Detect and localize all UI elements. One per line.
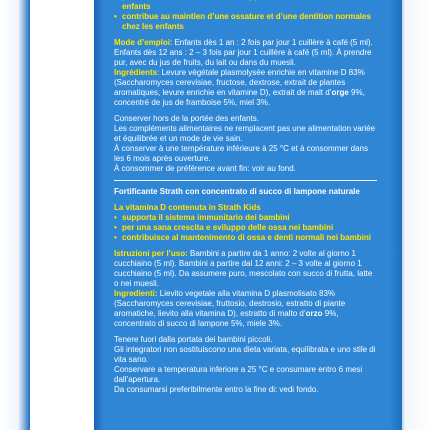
label-text-content <box>114 0 377 395</box>
ingredients-text-fr-a: Levure végétale plasmolysée enrichie en vitamine D 83% (Saccharomyces cerevisiae, fructose, dextrose, extrait de plantes aromatiques, levure enrichie en vitamine D), extrait de malt d’ <box>114 68 365 97</box>
ingredients-text-it-a: Lievito vegetale alla vitamina D plasmolisato 83% (Saccharomyces cerevisiae, fruttosio, destrosio, estratto di piante aromatiche, lievito alla vitamina D), estratto di malto d’ <box>114 289 346 318</box>
ingredients-label-fr: Ingrédients <box>114 68 158 77</box>
note-fr-4: À consommer de préférence avant fin: voir au fond. <box>114 164 296 173</box>
vitamin-heading-it: La vitamina D contenuta in Strath Kids <box>114 203 261 212</box>
benefits-bullets-it <box>114 213 377 243</box>
note-it-1: Tenere fuori dalla portata dei bambini piccoli. <box>114 335 273 344</box>
note-fr-2: Les compléments alimentaires ne remplacent pas une alimentation variée et équilibrée et un mode de vie sain. <box>114 124 376 143</box>
ingredients-bold-it: orzo <box>305 309 323 318</box>
ingredients-label-it: Ingredienti: <box>114 289 158 298</box>
usage-paragraph-fr: Mode d’emploi: Enfants dès 1 an : 2 fois par jour 1 cuillère à café (5 ml). Enfants dès 12 ans : 2 – 3 fois par jour 1 cuillère à café (5 ml). À prendre pur, avec du jus de fruits, du lait ou dans du muesli. <box>114 38 373 67</box>
background-left <box>0 0 30 430</box>
benefit-item: • supporta il sistema immunitario dei bambini <box>114 213 377 223</box>
note-it-3: Conservare a temperatura inferiore a 25 °C e consumare entro 6 mesi dall’apertura. <box>114 365 363 384</box>
note-fr-3: À conserver à une température inférieure à 25 °C et à consommer dans les 6 mois après ouverture. <box>114 144 368 163</box>
left-edge-shadow <box>94 0 104 430</box>
ingredients-text-it-b: 9%, concentrato di succo di lampone 5%, miele 3%. <box>114 309 339 328</box>
usage-label-it: Istruzioni per l’uso: <box>114 249 188 258</box>
right-edge-shadow <box>390 0 402 430</box>
benefit-item: • contribue au maintien d’une ossature et d’une dentition normales chez les enfants <box>114 12 377 32</box>
usage-text-it: Bambini a partire da 1 anno: 2 volte al giorno 1 cucchiaino (5 ml). Bambini a partire dal 12 anni: 2 – 3 volte al giorno 1 cucchiaino (5 ml). Da assumere puro, mescolato con succo di frutta, latte o nei muesli. <box>114 249 373 288</box>
note-it-4: Da consumarsi preferibilmente entro la fine di: vedi fondo. <box>114 385 319 394</box>
usage-label-fr: Mode d’emploi <box>114 38 170 47</box>
product-box-panel <box>100 0 390 430</box>
ingredients-bold-fr: orge <box>331 88 349 97</box>
ingredients-paragraph-it <box>114 289 377 329</box>
benefit-item: • contribuisce al mantenimento di ossa e denti normali nei bambini <box>114 233 377 243</box>
benefit-item: • enfants <box>114 0 377 12</box>
product-title-it: Fortificante Strath con concentrato di succo di lampone naturale <box>114 187 360 196</box>
benefits-bullets-fr <box>114 0 377 32</box>
ingredients-text-fr-b: 9%, concentré de jus de framboise 5%, miel 3%. <box>114 88 365 107</box>
usage-paragraph-it <box>114 249 377 289</box>
note-it-2: Gli integratori non sostituiscono una dieta variata, equilibrata e uno stile di vita sano. <box>114 345 376 364</box>
benefit-item: • per una sana crescita e sviluppo delle ossa nei bambini <box>114 223 377 233</box>
usage-text-fr: Enfants dès 1 an : 2 fois par jour 1 cuillère à café (5 ml). Enfants dès 12 ans : 2 – 3 fois par jour 1 cuillère à café (5 ml). À prendre pur, avec du jus de fruits, du lait ou dans du muesli. <box>114 38 373 67</box>
ingredients-paragraph-fr: Ingrédients: Levure végétale plasmolysée enrichie en vitamine D 83% (Saccharomyces cerevisiae, fructose, dextrose, extrait de plantes aromatiques, levure enrichie en vitamine D), extrait de malt d’orge 9%, concentré de jus de framboise 5%, miel 3%. <box>114 68 365 107</box>
note-fr-1: Conserver hors de la portée des enfants. <box>114 114 259 123</box>
section-divider <box>114 180 377 181</box>
